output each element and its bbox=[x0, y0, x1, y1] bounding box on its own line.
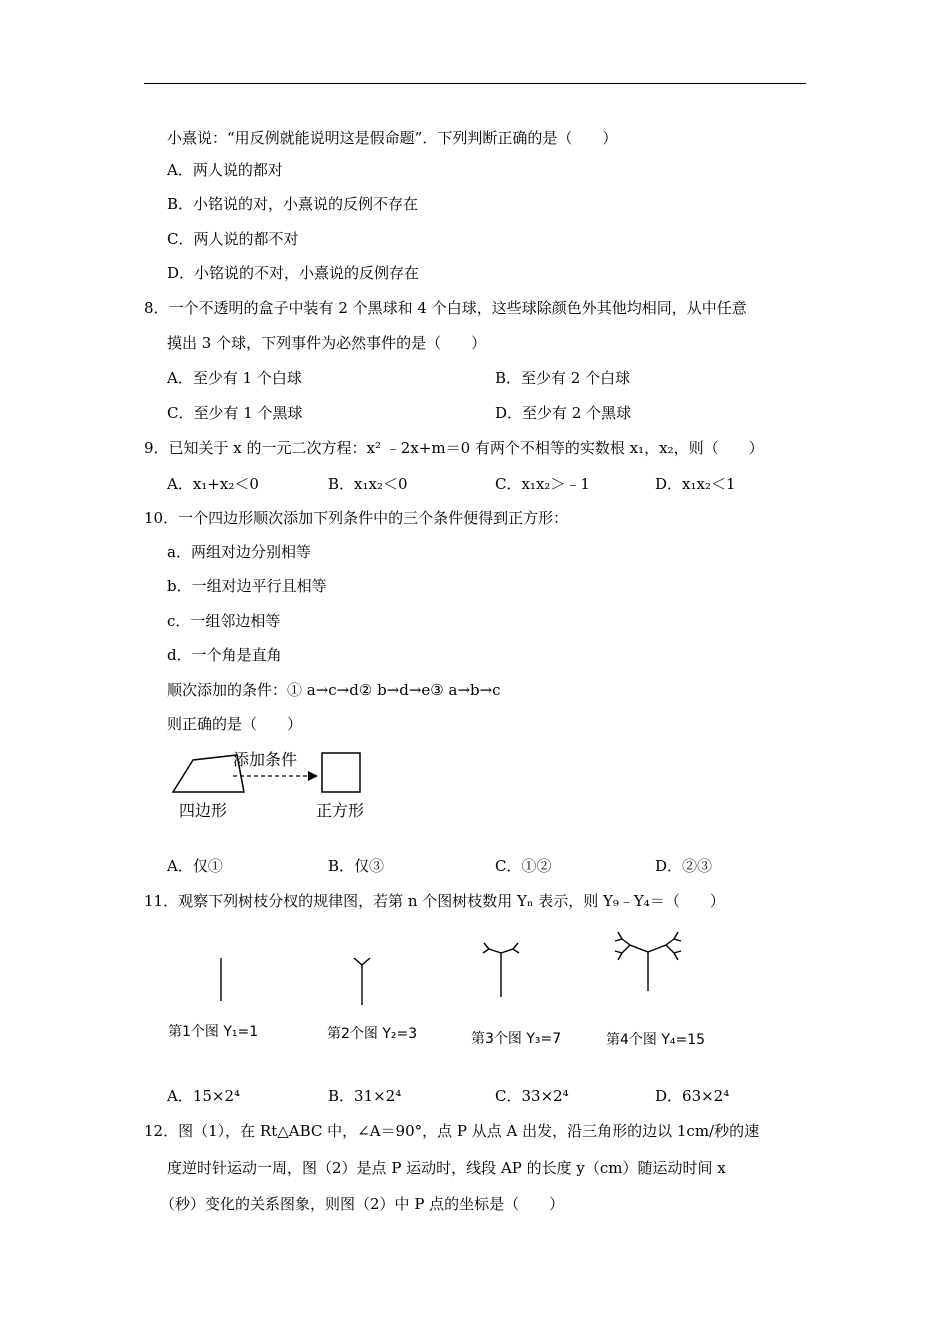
tree1-label: 第1个图 Y₁=1 bbox=[168, 1024, 259, 1040]
q10-condition-c: c．一组邻边相等 bbox=[167, 612, 281, 630]
q9-option-a: A．x₁+x₂＜0 bbox=[167, 475, 259, 493]
q10-condition-a: a．两组对边分别相等 bbox=[167, 543, 311, 561]
tree4 bbox=[615, 932, 681, 991]
fig-square-label: 正方形 bbox=[316, 801, 365, 820]
q10-ask: 则正确的是（ ） bbox=[167, 715, 303, 733]
q12-stem-line1: 12．图（1），在 Rt△ABC 中，∠A＝90°，点 P 从点 A 出发，沿三角形的边以 1cm/秒的速 bbox=[144, 1122, 760, 1140]
q10-option-d: D．②③ bbox=[655, 857, 713, 875]
tree3 bbox=[483, 943, 519, 997]
q9-option-d: D．x₁x₂＜1 bbox=[655, 475, 736, 493]
q9-option-c: C．x₁x₂＞﹣1 bbox=[495, 475, 590, 493]
tree2-label: 第2个图 Y₂=3 bbox=[327, 1026, 418, 1042]
fig-quad-label: 四边形 bbox=[179, 801, 228, 820]
q11-option-d: D．63×2⁴ bbox=[655, 1087, 730, 1105]
q7-option-b: B．小铭说的对，小熹说的反例不存在 bbox=[167, 195, 419, 213]
q7-tail-text: 小熹说：“用反例就能说明这是假命题”．下列判断正确的是（ ） bbox=[167, 129, 618, 147]
q8-stem-line1: 8．一个不透明的盒子中装有 2 个黑球和 4 个白球，这些球除颜色外其他均相同，从中任意 bbox=[144, 299, 747, 317]
q7-option-d: D．小铭说的不对，小熹说的反例存在 bbox=[167, 264, 420, 282]
q10-condition-d: d．一个角是直角 bbox=[167, 646, 282, 664]
q11-tree-figures bbox=[160, 925, 720, 1005]
arrow-head-icon bbox=[308, 771, 318, 781]
tree4-label: 第4个图 Y₄=15 bbox=[606, 1032, 706, 1048]
q12-stem-line2: 度逆时针运动一周，图（2）是点 P 运动时，线段 AP 的长度 y（cm）随运动时间 x bbox=[167, 1159, 726, 1177]
q11-option-a: A．15×2⁴ bbox=[167, 1087, 241, 1105]
q7-option-c: C．两人说的都不对 bbox=[167, 230, 299, 248]
q10-stem: 10．一个四边形顺次添加下列条件中的三个条件便得到正方形： bbox=[144, 509, 569, 527]
q10-option-b: B．仅③ bbox=[328, 857, 385, 875]
fig-add-condition-label: 添加条件 bbox=[233, 750, 298, 769]
q10-sequence: 顺次添加的条件：① a→c→d② b→d→e③ a→b→c bbox=[167, 681, 501, 699]
q8-option-c: C．至少有 1 个黑球 bbox=[167, 404, 303, 422]
q11-stem: 11．观察下列树枝分杈的规律图，若第 n 个图树枝数用 Yₙ 表示，则 Y₉﹣Y₄＝（ ） bbox=[144, 892, 725, 910]
tree3-label: 第3个图 Y₃=7 bbox=[471, 1031, 562, 1047]
q10-option-c: C．①② bbox=[495, 857, 552, 875]
q10-condition-b: b．一组对边平行且相等 bbox=[167, 577, 327, 595]
q8-option-a: A．至少有 1 个白球 bbox=[167, 369, 302, 387]
tree2 bbox=[354, 958, 370, 1005]
q8-option-b: B．至少有 2 个白球 bbox=[495, 369, 631, 387]
q8-stem-line2: 摸出 3 个球，下列事件为必然事件的是（ ） bbox=[167, 334, 487, 352]
q11-option-b: B．31×2⁴ bbox=[328, 1087, 402, 1105]
q12-stem-line3: （秒）变化的关系图象，则图（2）中 P 点的坐标是（ ） bbox=[160, 1195, 565, 1213]
q8-option-d: D．至少有 2 个黑球 bbox=[495, 404, 632, 422]
q7-option-a: A．两人说的都对 bbox=[167, 161, 283, 179]
header-rule bbox=[144, 83, 806, 84]
q9-option-b: B．x₁x₂＜0 bbox=[328, 475, 408, 493]
q9-stem: 9．已知关于 x 的一元二次方程：x² ﹣2x+m＝0 有两个不相等的实数根 x₁，x₂，则（ ） bbox=[144, 439, 764, 457]
square-shape bbox=[322, 753, 360, 792]
q11-option-c: C．33×2⁴ bbox=[495, 1087, 569, 1105]
q10-option-a: A．仅① bbox=[167, 857, 223, 875]
